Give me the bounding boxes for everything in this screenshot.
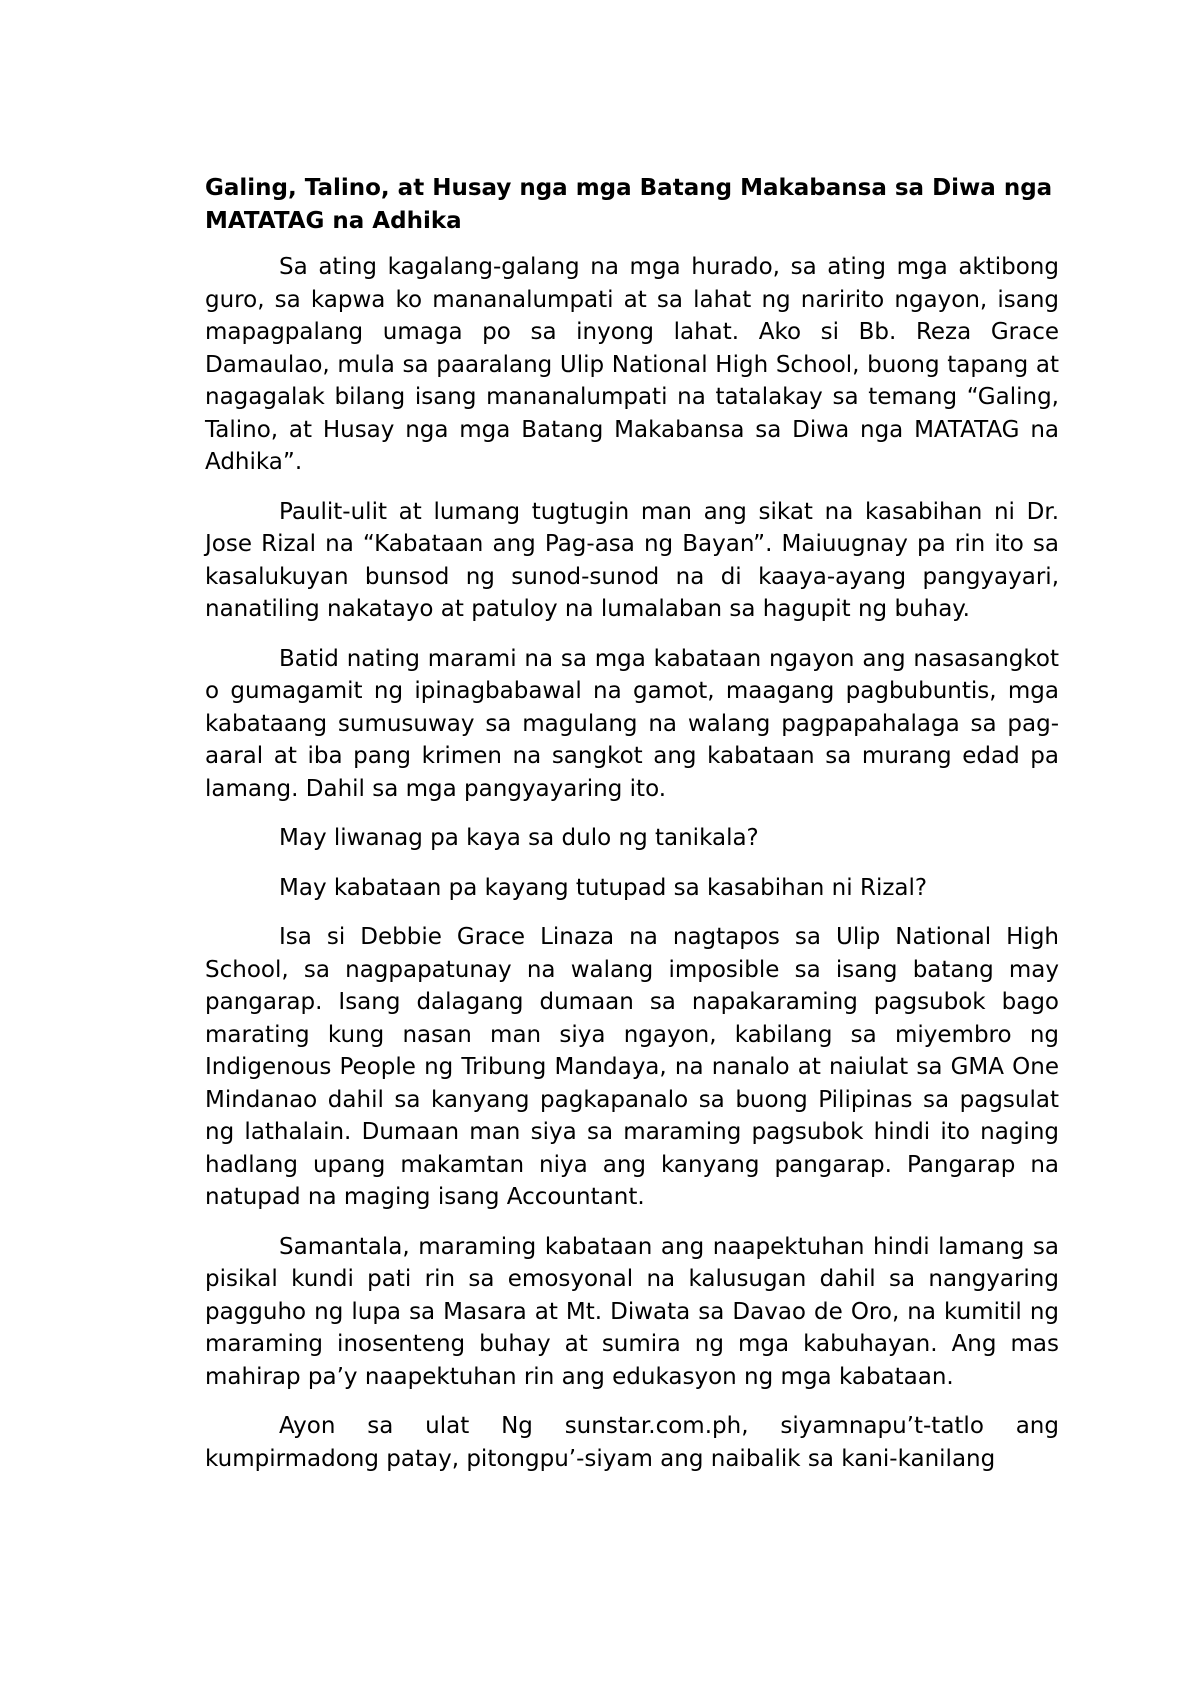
paragraph-rizal-quote: Paulit-ulit at lumang tugtugin man ang sikat na kasabihan ni Dr. Jose Rizal na “Kabataan ang Pag-asa ng Bayan”. Maiuugnay pa rin ito sa kasalukuyan bunsod ng sunod-sunod na di kaaya-ayang pangyayari, nanatiling nakatayo at patuloy na lumalaban sa hagupit ng buhay. — [205, 498, 1059, 622]
paragraph-question-2: May kabataan pa kayang tutupad sa kasabihan ni Rizal? — [279, 874, 928, 901]
paragraph-greeting: Sa ating kagalang-galang na mga hurado, sa ating mga aktibong guro, sa kapwa ko mananalumpati at sa lahat ng naririto ngayon, isang mapagpalang umaga po sa inyong lahat. Ako si Bb. Reza Grace Damaulao, mula sa paaralang Ulip National High School, buong tapang at nagagalak bilang isang mananalumpati na tatalakay sa temang “Galing, Talino, at Husay nga mga Batang Makabansa sa Diwa nga MATATAG na Adhika”. — [205, 254, 1059, 475]
paragraph-sunstar-report: Ayon sa ulat Ng sunstar.com.ph, siyamnapu’t-tatlo ang kumpirmadong patay, pitongpu’-siyam ang naibalik sa kani-kanilang — [205, 1413, 1059, 1472]
paragraph-debbie-linaza: Isa si Debbie Grace Linaza na nagtapos sa Ulip National High School, sa nagpapatunay na walang imposible sa isang batang may pangarap. Isang dalagang dumaan sa napakaraming pagsubok bago marating kung nasan man siya ngayon, kabilang sa miyembro ng Indigenous People ng Tribung Mandaya, na nanalo at naiulat sa GMA One Mindanao dahil sa kanyang pagkapanalo sa buong Pilipinas sa pagsulat ng lathalain. Dumaan man siya sa maraming pagsubok hindi ito naging hadlang upang makamtan niya ang kanyang pangarap. Pangarap na natupad na maging isang Accountant. — [205, 924, 1059, 1210]
document-title: Galing, Talino, at Husay nga mga Batang Makabansa sa Diwa nga MATATAG na Adhika — [205, 175, 1053, 234]
paragraph-landslide: Samantala, maraming kabataan ang naapektuhan hindi lamang sa pisikal kundi pati rin sa emosyonal na kalusugan dahil sa nangyaring pagguho ng lupa sa Masara at Mt. Diwata sa Davao de Oro, na kumitil ng maraming inosenteng buhay at sumira ng mga kabuhayan. Ang mas mahirap pa’y naapektuhan rin ang edukasyon ng mga kabataan. — [205, 1233, 1059, 1390]
document-body — [205, 172, 1059, 1492]
paragraph-youth-problems: Batid nating marami na sa mga kabataan ngayon ang nasasangkot o gumagamit ng ipinagbabawal na gamot, maagang pagbubuntis, mga kabataang sumusuway sa magulang na walang pagpapahalaga sa pag-aaral at iba pang krimen na sangkot ang kabataan sa murang edad pa lamang. Dahil sa mga pangyayaring ito. — [205, 645, 1059, 802]
paragraph-question-1: May liwanag pa kaya sa dulo ng tanikala? — [279, 825, 759, 851]
